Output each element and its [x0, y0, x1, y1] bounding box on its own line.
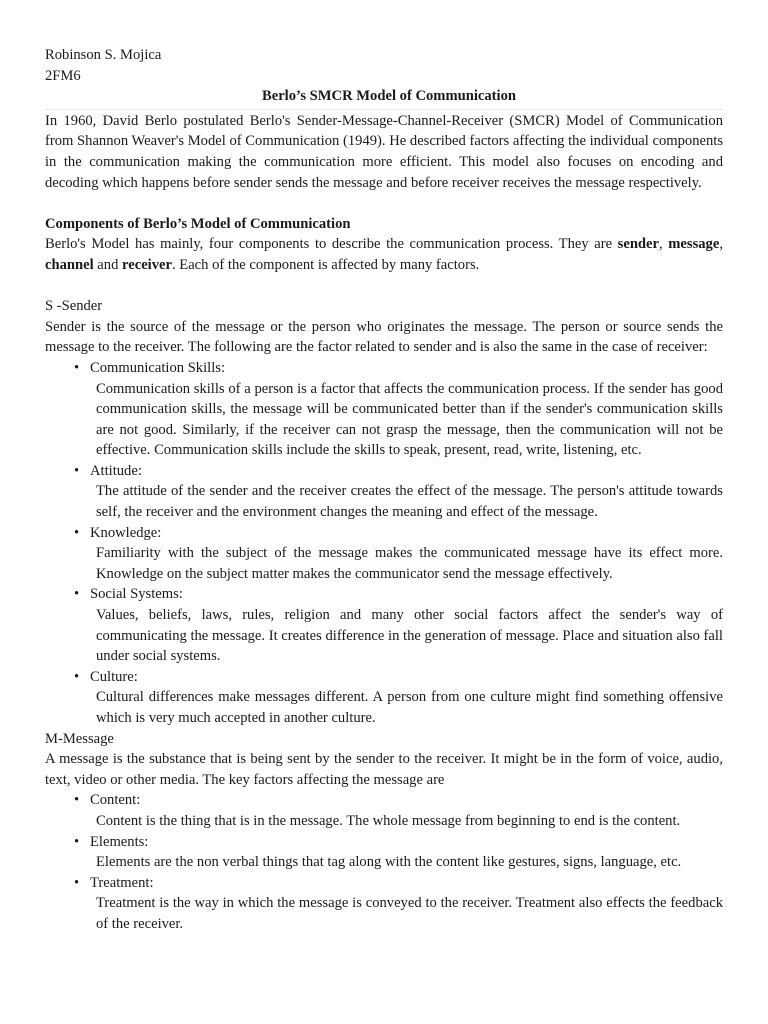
factor-label: Elements:: [90, 833, 149, 850]
message-factor-list: [45, 790, 723, 934]
list-item: [45, 584, 723, 666]
factor-description: Values, beliefs, laws, rules, religion and many other social factors affect the sender's way of communicating the message. It creates difference in the generation of message. Place and situation also fall under social systems.: [96, 607, 723, 665]
term-channel: channel: [45, 256, 94, 273]
term-message: message: [668, 236, 720, 253]
bullet-icon: •: [74, 668, 80, 685]
document-title: Berlo’s SMCR Model of Communication: [261, 88, 516, 105]
factor-label: Treatment:: [90, 874, 154, 891]
intro-paragraph: In 1960, David Berlo postulated Berlo's Sender-Message-Channel-Receiver (SMCR) Model of Communication from Shannon Weaver's Model of Communication (1949). He described factors affecting the individual components in the communication making the communication more efficient. This model also focuses on encoding and decoding which happens before sender sends the message and before receiver receives the message respectively.: [45, 112, 723, 191]
separator: and: [93, 256, 123, 273]
list-item: [45, 667, 723, 729]
factor-description: Communication skills of a person is a factor that affects the communication process. If the sender has good communication skills, the message will be communicated better than if the sender's communication skills are not good. Similarly, if the receiver can not grasp the message, then the communication will not be effective. Communication skills include the skills to speak, present, read, write, listening, etc.: [96, 380, 723, 459]
factor-description: Cultural differences make messages different. A person from one culture might find something offensive which is very much accepted in another culture.: [96, 689, 723, 726]
list-item: [45, 461, 723, 523]
bullet-icon: •: [74, 359, 80, 376]
factor-label: Knowledge:: [90, 524, 162, 541]
message-section-label: M-Message: [45, 730, 114, 747]
sender-section-label: S -Sender: [45, 298, 103, 315]
bullet-icon: •: [74, 792, 80, 809]
factor-description: Familiarity with the subject of the message makes the communicated message have its effect more. Knowledge on the subject matter makes the communicator send the message effectively.: [96, 545, 723, 582]
bullet-icon: •: [74, 462, 80, 479]
factor-label: Communication Skills:: [90, 359, 225, 376]
message-intro-paragraph: A message is the substance that is being sent by the sender to the receiver. It might be in the form of voice, audio, text, video or other media. The key factors affecting the message are: [45, 751, 723, 788]
bullet-icon: •: [74, 833, 80, 850]
title-divider: [45, 109, 723, 110]
separator: ,: [659, 236, 669, 253]
list-item: [45, 873, 723, 935]
components-text-after: . Each of the component is affected by many factors.: [171, 256, 480, 273]
factor-label: Content:: [90, 792, 141, 809]
class-section: 2FM6: [45, 67, 81, 84]
bullet-icon: •: [74, 586, 80, 603]
list-item: [45, 523, 723, 585]
factor-label: Attitude:: [90, 462, 142, 479]
list-item: [45, 790, 723, 831]
components-paragraph: [45, 234, 723, 275]
spacer: [45, 276, 723, 297]
components-text-before: Berlo's Model has mainly, four components to describe the communication process. They are: [45, 236, 618, 253]
factor-description: The attitude of the sender and the receiver creates the effect of the message. The person's attitude towards self, the receiver and the environment changes the meaning and effect of the message.: [96, 483, 723, 521]
factor-description: Elements are the non verbal things that tag along with the content like gestures, signs, language, etc.: [96, 854, 682, 871]
author-name: Robinson S. Mojica: [45, 47, 162, 63]
sender-factor-list: [45, 358, 723, 729]
factor-description: Content is the thing that is in the message. The whole message from beginning to end is the content.: [96, 812, 681, 829]
spacer: [45, 193, 723, 214]
factor-label: Culture:: [90, 668, 138, 685]
components-heading: Components of Berlo’s Model of Communication: [45, 215, 351, 232]
term-receiver: receiver: [122, 256, 172, 273]
list-item: [45, 358, 723, 461]
bullet-icon: •: [74, 874, 80, 891]
factor-label: Social Systems:: [90, 586, 183, 603]
term-sender: sender: [617, 236, 660, 253]
bullet-icon: •: [74, 524, 80, 541]
separator: ,: [719, 236, 723, 253]
factor-description: Treatment is the way in which the message is conveyed to the receiver. Treatment also effects the feedback of the receiver.: [96, 895, 723, 932]
sender-intro-paragraph: Sender is the source of the message or the person who originates the message. The person or source sends the message to the receiver. The following are the factor related to sender and is also the same in the case of receiver:: [45, 318, 723, 356]
list-item: [45, 832, 723, 873]
